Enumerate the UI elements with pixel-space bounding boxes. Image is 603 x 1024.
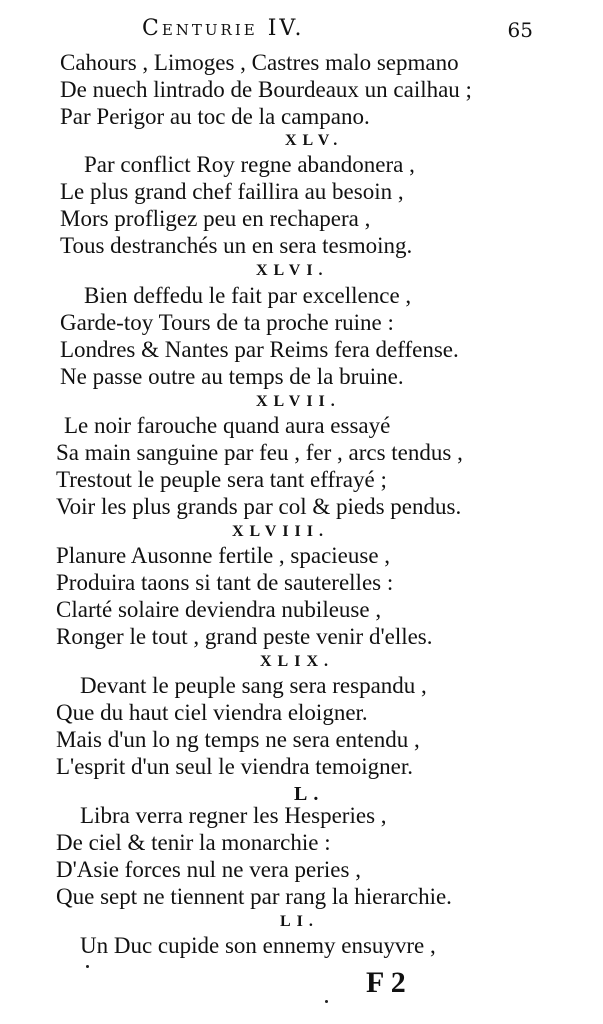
signature-mark: F 2 [366,966,406,999]
verse-line: Ronger le tout , grand peste venir d'elles. [56,624,433,649]
verse-line: Libra verra regner les Hesperies , [80,803,387,828]
verse-line: Produira taons si tant de sauterelles : [56,570,394,595]
verse-line: Le plus grand chef faillira au besoin , [60,179,404,204]
verse-line: Trestout le peuple sera tant effrayé ; [56,467,387,492]
ink-speck [86,965,89,968]
verse-line: Cahours , Limoges , Castres malo sepmano [60,50,459,75]
verse-line: D'Asie forces nul ne vera peries , [56,857,361,882]
quatrain-number: XLVIII. [232,523,329,540]
verse-line: De nuech lintrado de Bourdeaux un cailhau ; [60,77,472,102]
verse-line: De ciel & tenir la monarchie : [56,830,331,855]
verse-line: Le noir farouche quand aura essayé [64,413,391,438]
verse-line: Sa main sanguine par feu , fer , arcs tendus , [56,440,463,465]
verse-line: Bien deffedu le fait par excellence , [84,283,412,308]
verse-line: Clarté solaire deviendra nubileuse , [56,597,382,622]
verse-line: Ne passe outre au temps de la bruine. [60,364,404,389]
page-header [0,16,603,50]
verse-line: Par Perigor au toc de la campano. [60,104,370,129]
verse-line: Que du haut ciel viendra eloigner. [56,700,368,725]
quatrain-number: L. [294,783,325,805]
verse-line: Devant le peuple sang sera respandu , [80,673,427,698]
verse-line: Voir les plus grands par col & pieds pendus. [56,494,462,519]
verse-line: Que sept ne tiennent par rang la hierarchie. [56,884,452,909]
quatrain-number: XLV. [285,132,344,149]
verse-line: Tous destranchés un en sera tesmoing. [60,233,413,258]
verse-line: L'esprit d'un seul le viendra temoigner. [56,754,414,779]
running-title: Centurie IV. [142,16,305,41]
quatrain-number: XLVI. [256,262,329,279]
verse-line: Planure Ausonne fertile , spacieuse , [56,543,391,568]
quatrain-number: XLVII. [256,393,341,410]
page-number: 65 [507,18,533,42]
verse-line: Par conflict Roy regne abandonera , [84,152,415,177]
quatrain-number: LI. [280,913,319,930]
verse-line: Un Duc cupide son ennemy ensuyvre , [80,933,436,958]
verse-line: Garde-toy Tours de ta proche ruine : [60,310,394,335]
quatrain-number: XLIX. [260,653,335,670]
verse-line: Mais d'un lo ng temps ne sera entendu , [56,727,420,752]
ink-speck [325,1000,328,1003]
verse-line: Mors profligez peu en rechapera , [60,206,371,231]
verse-line: Londres & Nantes par Reims fera deffense. [60,337,459,362]
